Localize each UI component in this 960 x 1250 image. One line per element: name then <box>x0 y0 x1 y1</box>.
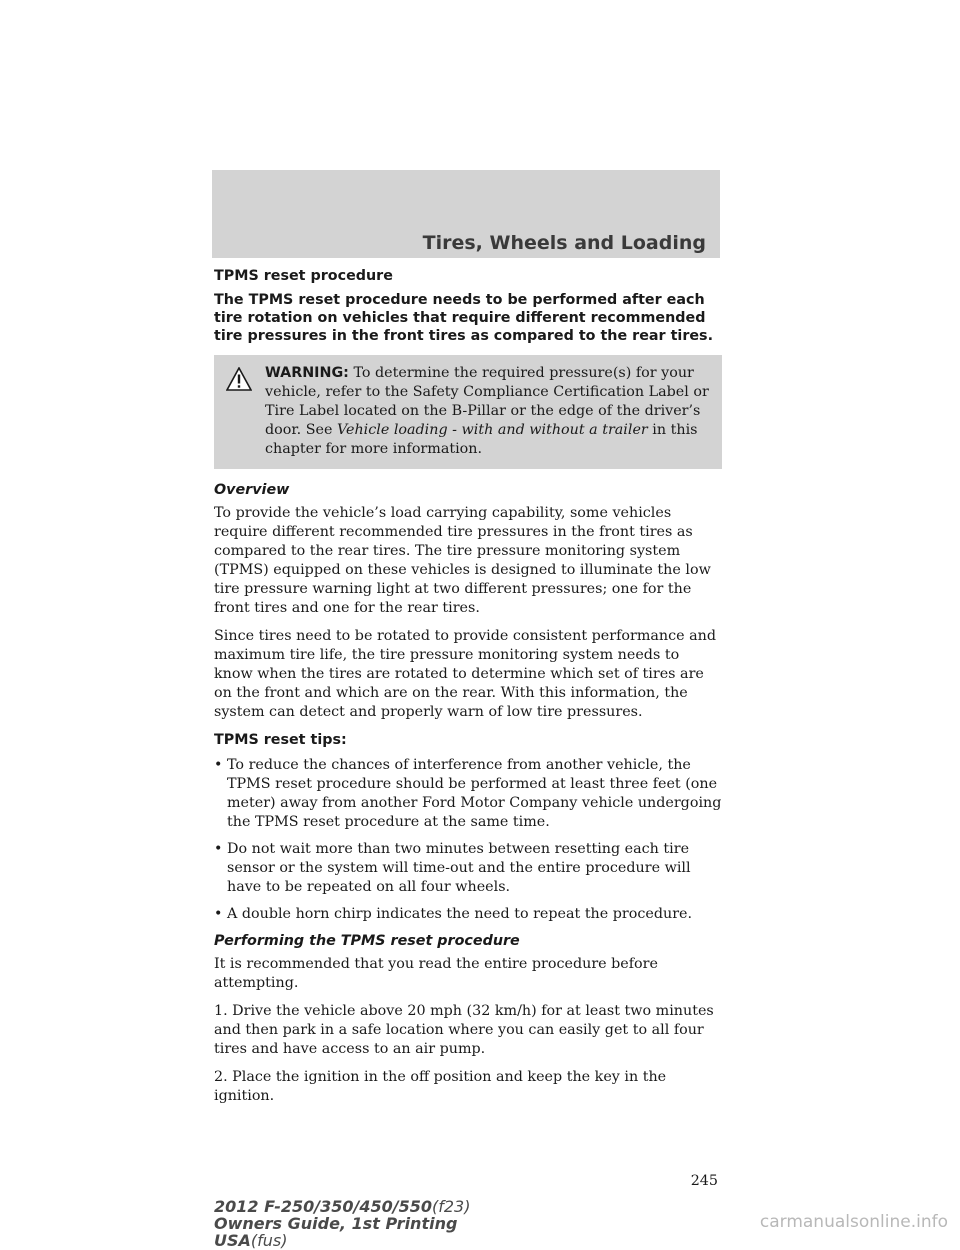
watermark: carmanualsonline.info <box>759 1212 948 1232</box>
bullet: • <box>214 906 223 922</box>
footer-line-1 <box>214 1198 470 1215</box>
warning-text-1: To determine the required pressure(s) for your vehicle, refer to the Safety Compliance Certification Label or Tire Label located on the B-Pillar or the edge of the driver’s door. See <box>265 365 709 438</box>
tip-text: To reduce the chances of interference from another vehicle, the TPMS reset procedure should be performed at least three feet (one meter) away from another Ford Motor Company vehicle undergoing the TPMS reset procedure at the same time. <box>227 757 722 830</box>
tip-text: A double horn chirp indicates the need to repeat the procedure. <box>227 906 693 922</box>
footer-region-code: (fus) <box>250 1231 288 1250</box>
bullet: • <box>214 757 223 773</box>
page-content <box>214 267 722 1115</box>
warning-text <box>218 364 714 459</box>
intro-paragraph: The TPMS reset procedure needs to be performed after each tire rotation on vehicles that require different recommended tire pressures in the front tires as compared to the rear tires. <box>214 292 714 344</box>
document-footer <box>214 1198 470 1249</box>
list-item <box>214 756 722 832</box>
step-1: 1. Drive the vehicle above 20 mph (32 km/h) for at least two minutes and then park in a safe location where you can easily get to all four tires and have access to an air pump. <box>214 1003 714 1057</box>
overview-paragraph-2: Since tires need to be rotated to provide consistent performance and maximum tire life, the tire pressure monitoring system needs to know when the tires are rotated to determine which set of tires are on the front and which are on the rear. With this information, the system can detect and properly warn of low tire pressures. <box>214 628 717 720</box>
performing-paragraph: It is recommended that you read the entire procedure before attempting. <box>214 956 658 991</box>
footer-region: USA <box>214 1231 251 1250</box>
warning-box <box>214 355 722 469</box>
chapter-title: Tires, Wheels and Loading <box>422 232 706 254</box>
footer-line-3 <box>214 1232 470 1249</box>
overview-heading: Overview <box>214 482 290 498</box>
page-number: 245 <box>690 1173 718 1189</box>
warning-reference: Vehicle loading - with and without a trailer <box>336 422 648 438</box>
step-2: 2. Place the ignition in the off position and keep the key in the ignition. <box>214 1069 667 1104</box>
footer-model: 2012 F-250/350/450/550 <box>214 1197 432 1216</box>
tips-list <box>214 756 722 924</box>
performing-heading: Performing the TPMS reset procedure <box>214 933 520 949</box>
tip-text: Do not wait more than two minutes between resetting each tire sensor or the system will time-out and the entire procedure will have to be repeated on all four wheels. <box>227 841 691 895</box>
chapter-header <box>212 170 720 258</box>
warning-label: WARNING: <box>265 365 349 381</box>
footer-line-2: Owners Guide, 1st Printing <box>214 1214 458 1233</box>
list-item <box>214 905 722 924</box>
tips-heading: TPMS reset tips: <box>214 732 347 748</box>
warning-triangle-icon <box>226 367 252 391</box>
overview-paragraph-1: To provide the vehicle’s load carrying capability, some vehicles require different recommended tire pressures in the front tires as compared to the rear tires. The tire pressure monitoring system (TPMS) equipped on these vehicles is designed to illuminate the low tire pressure warning light at two different pressures; one for the front tires and one for the rear tires. <box>214 505 711 616</box>
bullet: • <box>214 841 223 857</box>
section-title: TPMS reset procedure <box>214 268 393 284</box>
warning-text-2: in this chapter for more information. <box>265 422 698 457</box>
list-item <box>214 840 722 897</box>
footer-model-code: (f23) <box>432 1197 471 1216</box>
